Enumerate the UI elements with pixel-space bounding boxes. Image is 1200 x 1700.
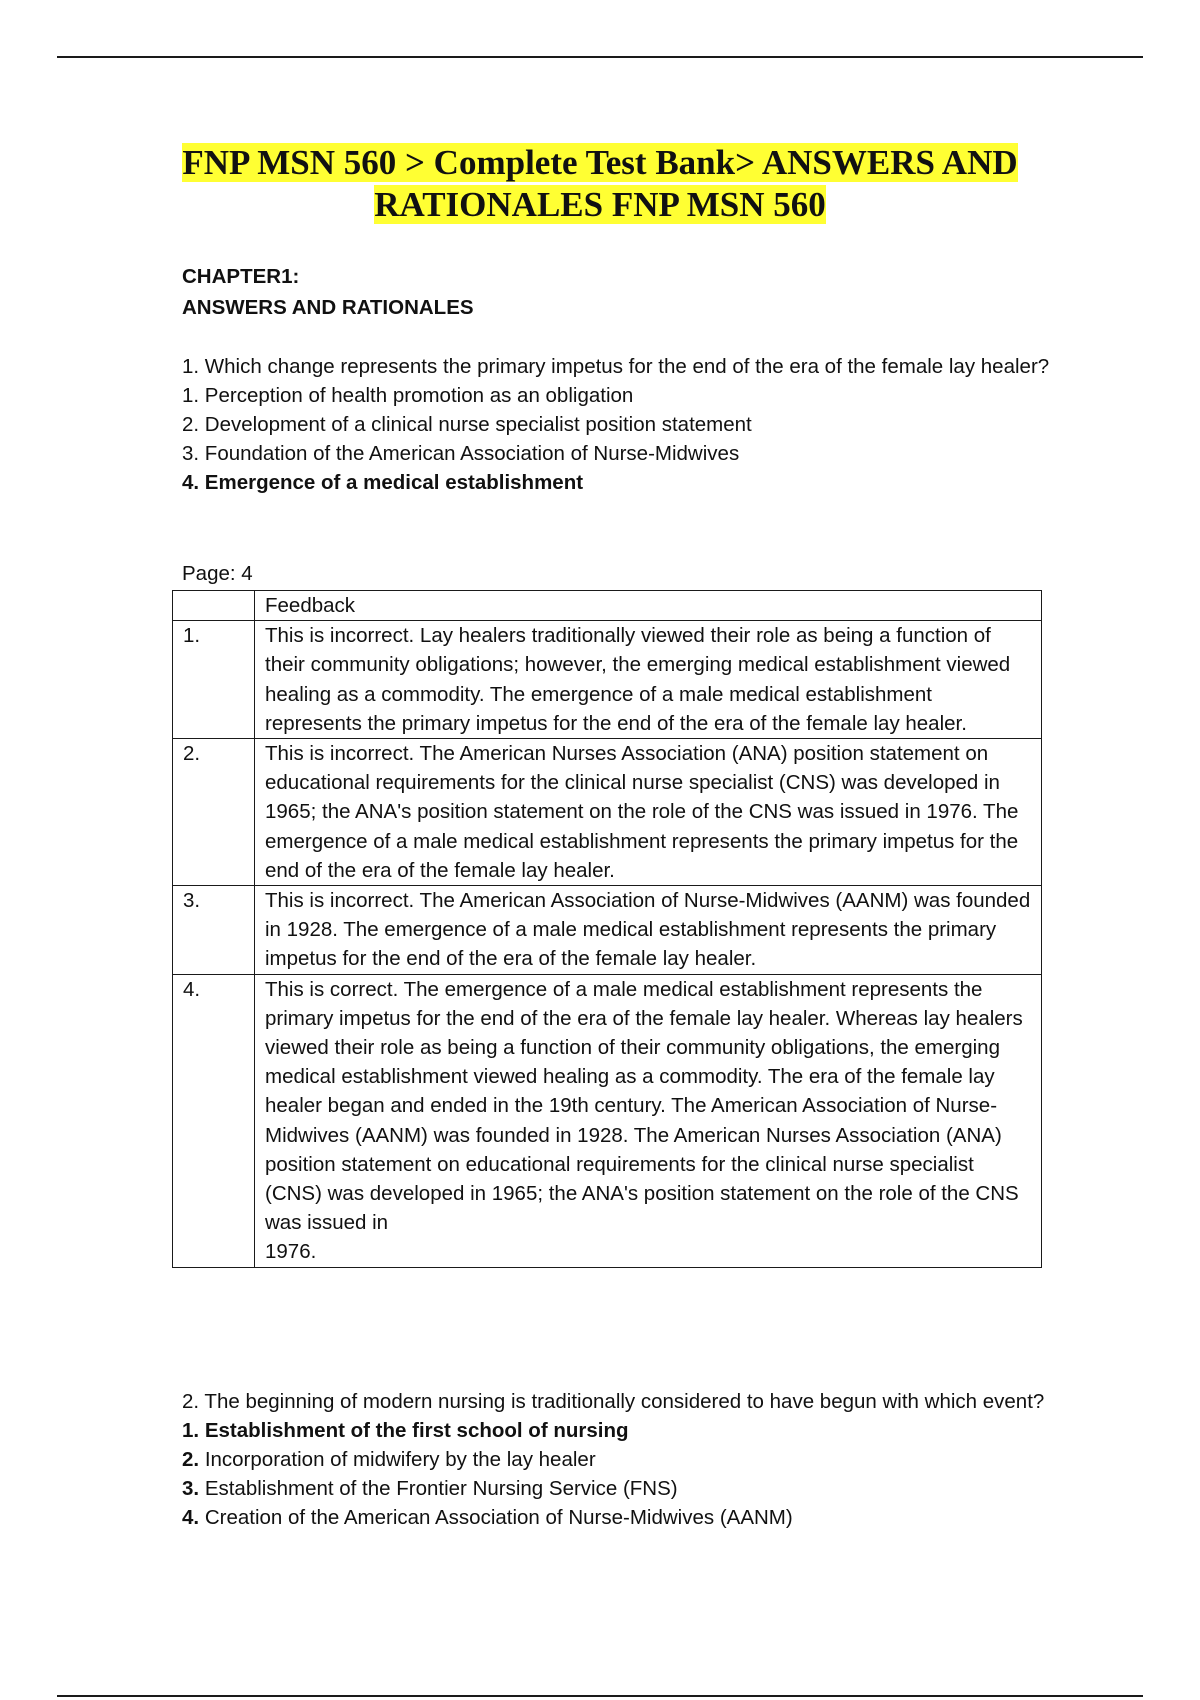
option-number: 1. (182, 1419, 200, 1442)
question-2-option-2 (182, 1445, 1062, 1474)
question-1-option-2: 2. Development of a clinical nurse specialist position statement (182, 413, 752, 436)
top-rule (57, 56, 1143, 58)
feedback-header-row (173, 591, 1042, 621)
feedback-row-text: This is incorrect. Lay healers traditionally viewed their role as being a function of their community obligations; however, the emerging medical establishment viewed healing as a commodity. The emergence of a male medical establishment represents the primary impetus for the end of the era of the female lay healer. (255, 621, 1042, 739)
option-text: Establishment of the first school of nursing (204, 1419, 629, 1442)
feedback-row-text-container (255, 974, 1042, 1267)
question-2 (182, 1387, 1062, 1532)
table-row (173, 739, 1042, 886)
title-line-2: RATIONALES FNP MSN 560 (374, 185, 826, 224)
option-number: 2. (182, 1448, 200, 1471)
option-text: Creation of the American Association of Nurse-Midwives (AANM) (204, 1506, 793, 1529)
question-2-option-1-correct (182, 1416, 1062, 1445)
option-number: 3. (182, 1477, 200, 1500)
feedback-row-text: This is incorrect. The American Association of Nurse-Midwives (AANM) was founded in 1928. The emergence of a male medical establishment represents the primary impetus for the end of the era of the female lay healer. (255, 886, 1042, 975)
feedback-row-text-tail: 1976. (265, 1240, 317, 1264)
question-1-option-1: 1. Perception of health promotion as an obligation (182, 384, 634, 407)
question-1 (182, 352, 1062, 497)
feedback-table (172, 590, 1042, 1268)
chapter-heading (182, 262, 1062, 324)
table-row (173, 886, 1042, 975)
option-number: 4. (182, 1506, 200, 1529)
option-text: Incorporation of midwifery by the lay healer (204, 1448, 596, 1471)
question-1-option-4-correct: 4. Emergence of a medical establishment (182, 471, 584, 494)
question-1-option-3: 3. Foundation of the American Association of Nurse-Midwives (182, 442, 740, 465)
question-1-text: 1. Which change represents the primary impetus for the end of the era of the female lay healer? (182, 355, 1050, 378)
feedback-header-empty-cell (173, 591, 255, 621)
table-row (173, 621, 1042, 739)
feedback-row-text: This is incorrect. The American Nurses Association (ANA) position statement on educational requirements for the clinical nurse specialist (CNS) was developed in 1965; the ANA's position statement on the role of the CNS was issued in 1976. The emergence of a male medical establishment represents the primary impetus for the end of the era of the female lay healer. (255, 739, 1042, 886)
title-line-1: FNP MSN 560 > Complete Test Bank> ANSWERS AND (182, 143, 1018, 182)
question-2-option-4 (182, 1503, 1062, 1532)
question-2-text: 2. The beginning of modern nursing is traditionally considered to have begun with which event? (182, 1390, 1045, 1413)
question-2-option-3 (182, 1474, 1062, 1503)
chapter-subtitle: ANSWERS AND RATIONALES (182, 296, 474, 319)
chapter-label: CHAPTER1: (182, 265, 300, 288)
feedback-row-number: 1. (173, 621, 255, 739)
feedback-row-number: 2. (173, 739, 255, 886)
table-row (173, 974, 1042, 1267)
page-title (60, 142, 1140, 226)
option-text: Establishment of the Frontier Nursing Service (FNS) (204, 1477, 678, 1500)
feedback-row-number: 3. (173, 886, 255, 975)
feedback-row-number: 4. (173, 974, 255, 1267)
feedback-header-cell: Feedback (255, 591, 1042, 621)
feedback-row-text: This is correct. The emergence of a male medical establishment represents the primary impetus for the end of the era of the female lay healer. Whereas lay healers viewed their role as being a function of their community obligations, the emerging medical establishment viewed healing as a commodity. The era of the female lay healer began and ended in the 19th century. The American Association of Nurse-Midwives (AANM) was founded in 1928. The American Nurses Association (ANA) position statement on educational requirements for the clinical nurse specialist (CNS) was developed in 1965; the ANA's position statement on the role of the CNS was issued in (265, 977, 1023, 1235)
bottom-rule (57, 1695, 1143, 1697)
page-reference: Page: 4 (182, 562, 253, 585)
